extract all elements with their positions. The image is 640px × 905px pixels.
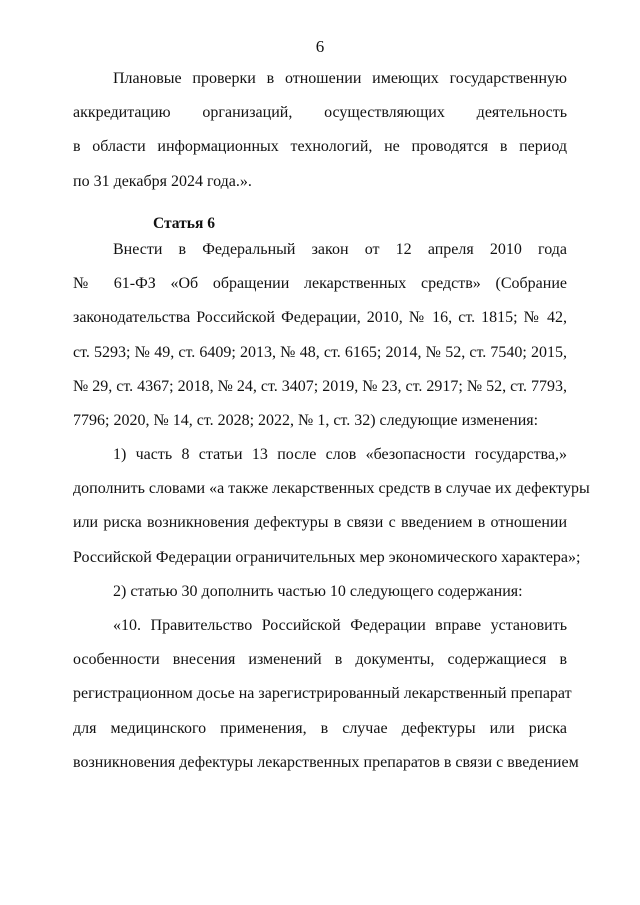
text-line: или риска возникновения дефектуры в связи с введением в отношении xyxy=(73,514,567,532)
text-line: регистрационном досье на зарегистрированный лекарственный препарат xyxy=(73,685,572,703)
article-heading xyxy=(73,207,567,241)
text-line: в области информационных технологий, не проводятся в период xyxy=(73,138,567,156)
text-line: законодательства Российской Федерации, 2010, № 16, ст. 1815; № 42, xyxy=(73,309,567,327)
text-line: особенности внесения изменений в документы, содержащиеся в xyxy=(73,651,567,669)
paragraph-item-1 xyxy=(73,446,590,583)
text-line: дополнить словами «а также лекарственных средств в случае их дефектуры xyxy=(73,480,590,498)
text-line: 7796; 2020, № 14, ст. 2028; 2022, № 1, ст. 32) следующие изменения: xyxy=(73,411,539,429)
document-body xyxy=(73,70,590,788)
text-line: Плановые проверки в отношении имеющих государственную xyxy=(113,70,567,87)
text-line: по 31 декабря 2024 года.». xyxy=(73,172,252,190)
text-line: Внести в Федеральный закон от 12 апреля 2010 года xyxy=(113,240,567,258)
text-line: № 61-ФЗ «Об обращении лекарственных средств» (Собрание xyxy=(73,275,567,293)
text-line: № 29, ст. 4367; 2018, № 24, ст. 3407; 2019, № 23, ст. 2917; № 52, ст. 7793, xyxy=(73,377,567,395)
text-line: ст. 5293; № 49, ст. 6409; 2013, № 48, ст. 6165; 2014, № 52, ст. 7540; 2015, xyxy=(73,343,567,361)
paragraph-part-10 xyxy=(73,617,579,788)
text-line: 1) часть 8 статьи 13 после слов «безопасности государства,» xyxy=(113,446,567,464)
text-line: для медицинского применения, в случае дефектуры или риска xyxy=(73,719,567,737)
article-heading-text: Статья 6 xyxy=(153,214,215,232)
text-line: «10. Правительство Российской Федерации вправе установить xyxy=(113,617,567,634)
text-line: аккредитацию организаций, осуществляющих деятельность xyxy=(73,104,567,122)
text-line: 2) статью 30 дополнить частью 10 следующего содержания: xyxy=(113,582,523,600)
paragraph-item-2 xyxy=(73,583,567,617)
text-line: Российской Федерации ограничительных мер экономического характера»; xyxy=(73,548,581,566)
paragraph-amendment-intro xyxy=(73,241,567,446)
text-line: возникновения дефектуры лекарственных препаратов в связи с введением xyxy=(73,753,579,771)
page-number: 6 xyxy=(315,37,325,56)
paragraph-inspections xyxy=(73,70,567,207)
